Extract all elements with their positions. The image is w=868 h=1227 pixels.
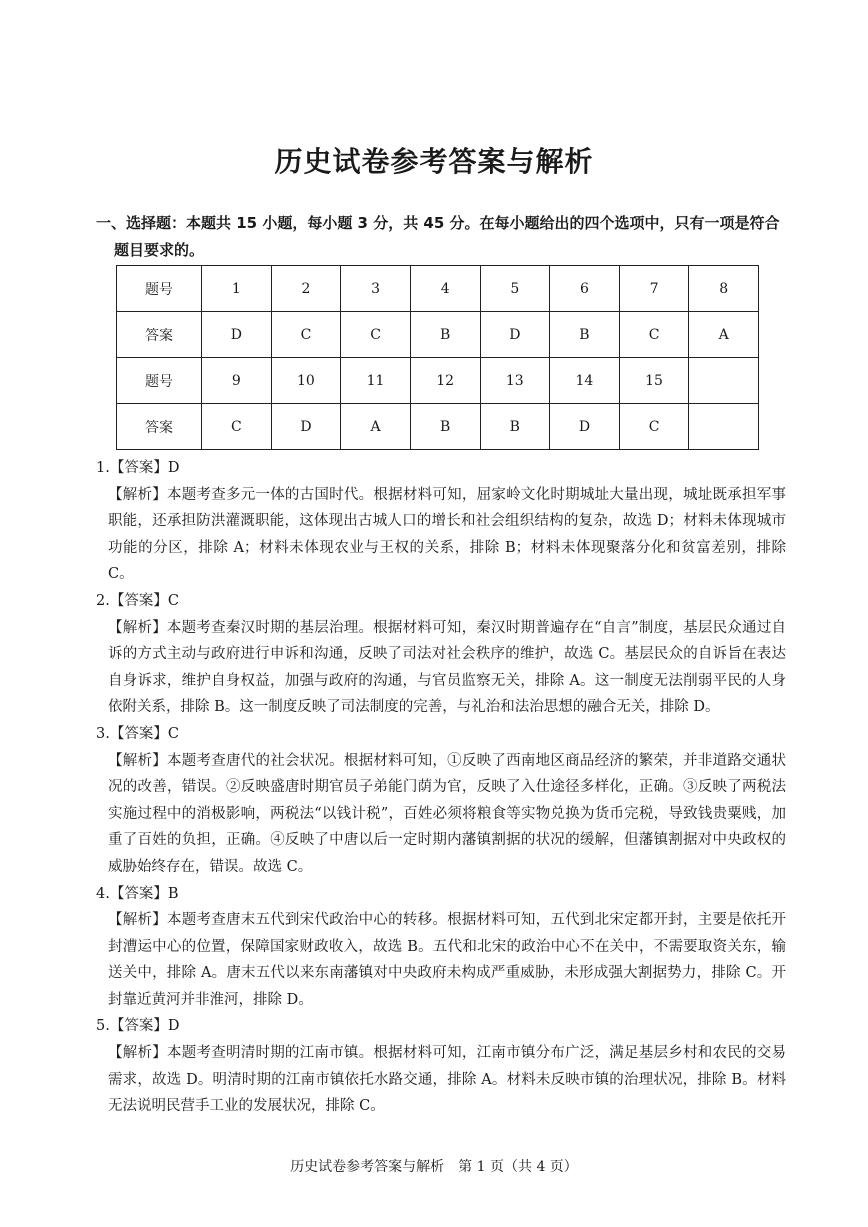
answer-table-cell: 12 (410, 358, 480, 404)
answer-analysis: 【解析】本题考查多元一体的古国时代。根据材料可知，屈家岭文化时期城址大量出现，城址既承担军事职能，还承担防洪灌溉职能，这体现出古城人口的增长和社会组织结构的复杂，故选 D；材料未体现城市功能的分区，排除 A；材料未体现农业与王权的关系，排除 B；材料未体现聚落分化和贫富差别，排除 C。 (108, 486, 786, 583)
page-title: 历史试卷参考答案与解析 (274, 145, 594, 178)
answer-item (96, 881, 786, 1014)
answer-table-row (117, 312, 759, 358)
answer-table-cell: 9 (202, 358, 272, 404)
answer-label: 4.【答案】B (96, 885, 179, 902)
answer-table-cell: 5 (480, 266, 550, 312)
answer-table-cell: C (271, 312, 341, 358)
answer-table-cell: 14 (550, 358, 620, 404)
answer-explanations (96, 455, 786, 1120)
answer-table-cell: 1 (202, 266, 272, 312)
answer-table-cell: D (271, 404, 341, 450)
answer-table-cell: 11 (341, 358, 411, 404)
answer-label: 3.【答案】C (96, 725, 179, 742)
answer-table-row (117, 358, 759, 404)
answer-table-cell: 3 (341, 266, 411, 312)
answer-table-row-header: 答案 (117, 404, 202, 450)
answer-table-cell (689, 404, 759, 450)
answer-item (96, 455, 786, 588)
answer-table-cell: A (341, 404, 411, 450)
answer-table-cell: D (202, 312, 272, 358)
answer-table-cell: 8 (689, 266, 759, 312)
answer-table-row-header: 题号 (117, 266, 202, 312)
answer-table-cell: A (689, 312, 759, 358)
answer-table-cell: 7 (619, 266, 689, 312)
answer-table-cell: 2 (271, 266, 341, 312)
answer-table-cell: C (202, 404, 272, 450)
answer-table-cell: 13 (480, 358, 550, 404)
answer-table-cell (689, 358, 759, 404)
page-footer: 历史试卷参考答案与解析 第 1 页（共 4 页） (290, 1159, 578, 1175)
answer-table-cell: C (619, 404, 689, 450)
answer-table-cell: B (410, 404, 480, 450)
answer-analysis: 【解析】本题考查唐末五代到宋代政治中心的转移。根据材料可知，五代到北宋定都开封，主要是依托开封漕运中心的位置，保障国家财政收入，故选 B。五代和北宋的政治中心不在关中，不需要取资关东，输送关中，排除 A。唐末五代以来东南藩镇对中央政府未构成严重威胁，未形成强大割据势力，排除 C。开封靠近黄河并非淮河，排除 D。 (108, 912, 786, 1008)
answer-table-row-header: 题号 (117, 358, 202, 404)
answer-analysis: 【解析】本题考查秦汉时期的基层治理。根据材料可知，秦汉时期普遍存在“自言”制度，基层民众通过自诉的方式主动与政府进行申诉和沟通，反映了司法对社会秩序的维护，故选 C。基层民众的自诉旨在表达自身诉求，维护自身权益，加强与政府的沟通，与官员监察无关，排除 A。这一制度无法削弱平民的人身依附关系，排除 B。这一制度反映了司法制度的完善，与礼治和法治思想的融合无关，排除 D。 (108, 619, 786, 716)
answer-item (96, 721, 786, 881)
answer-analysis: 【解析】本题考查唐代的社会状况。根据材料可知，①反映了西南地区商品经济的繁荣，并非道路交通状况的改善，错误。②反映盛唐时期官员子弟能门荫为官，反映了入仕途径多样化，正确。③反映了两税法实施过程中的消极影响，两税法“以钱计税”，百姓必须将粮食等实物兑换为货币完税，导致钱贵粟贱，加重了百姓的负担，正确。④反映了中唐以后一定时期内藩镇割据的状况的缓解，但藩镇割据对中央政权的威胁始终存在，错误。故选 C。 (108, 752, 786, 875)
answer-label: 5.【答案】D (96, 1018, 180, 1035)
answer-table-cell: B (410, 312, 480, 358)
answer-table-cell: D (480, 312, 550, 358)
answer-table-cell: C (619, 312, 689, 358)
section-instruction: 一、选择题：本题共 15 小题，每小题 3 分，共 45 分。在每小题给出的四个选项中，只有一项是符合题目要求的。 (96, 214, 780, 259)
answer-label: 2.【答案】C (96, 592, 179, 609)
answer-table-cell: 4 (410, 266, 480, 312)
answer-table-row (117, 266, 759, 312)
answer-label: 1.【答案】D (96, 460, 180, 476)
answer-table-row-header: 答案 (117, 312, 202, 358)
answer-table-cell: 6 (550, 266, 620, 312)
answer-table-row (117, 404, 759, 450)
answer-table-cell: D (550, 404, 620, 450)
answer-item (96, 1013, 786, 1119)
answer-table-cell: B (550, 312, 620, 358)
answer-analysis: 【解析】本题考查明清时期的江南市镇。根据材料可知，江南市镇分布广泛，满足基层乡村和农民的交易需求，故选 D。明清时期的江南市镇依托水路交通，排除 A。材料未反映市镇的治理状况，排除 B。材料无法说明民营手工业的发展状况，排除 C。 (108, 1045, 786, 1115)
answer-table-cell: 10 (271, 358, 341, 404)
answer-table-cell: C (341, 312, 411, 358)
answer-item (96, 588, 786, 721)
answer-table (116, 265, 759, 450)
answer-table-cell: B (480, 404, 550, 450)
answer-table-cell: 15 (619, 358, 689, 404)
